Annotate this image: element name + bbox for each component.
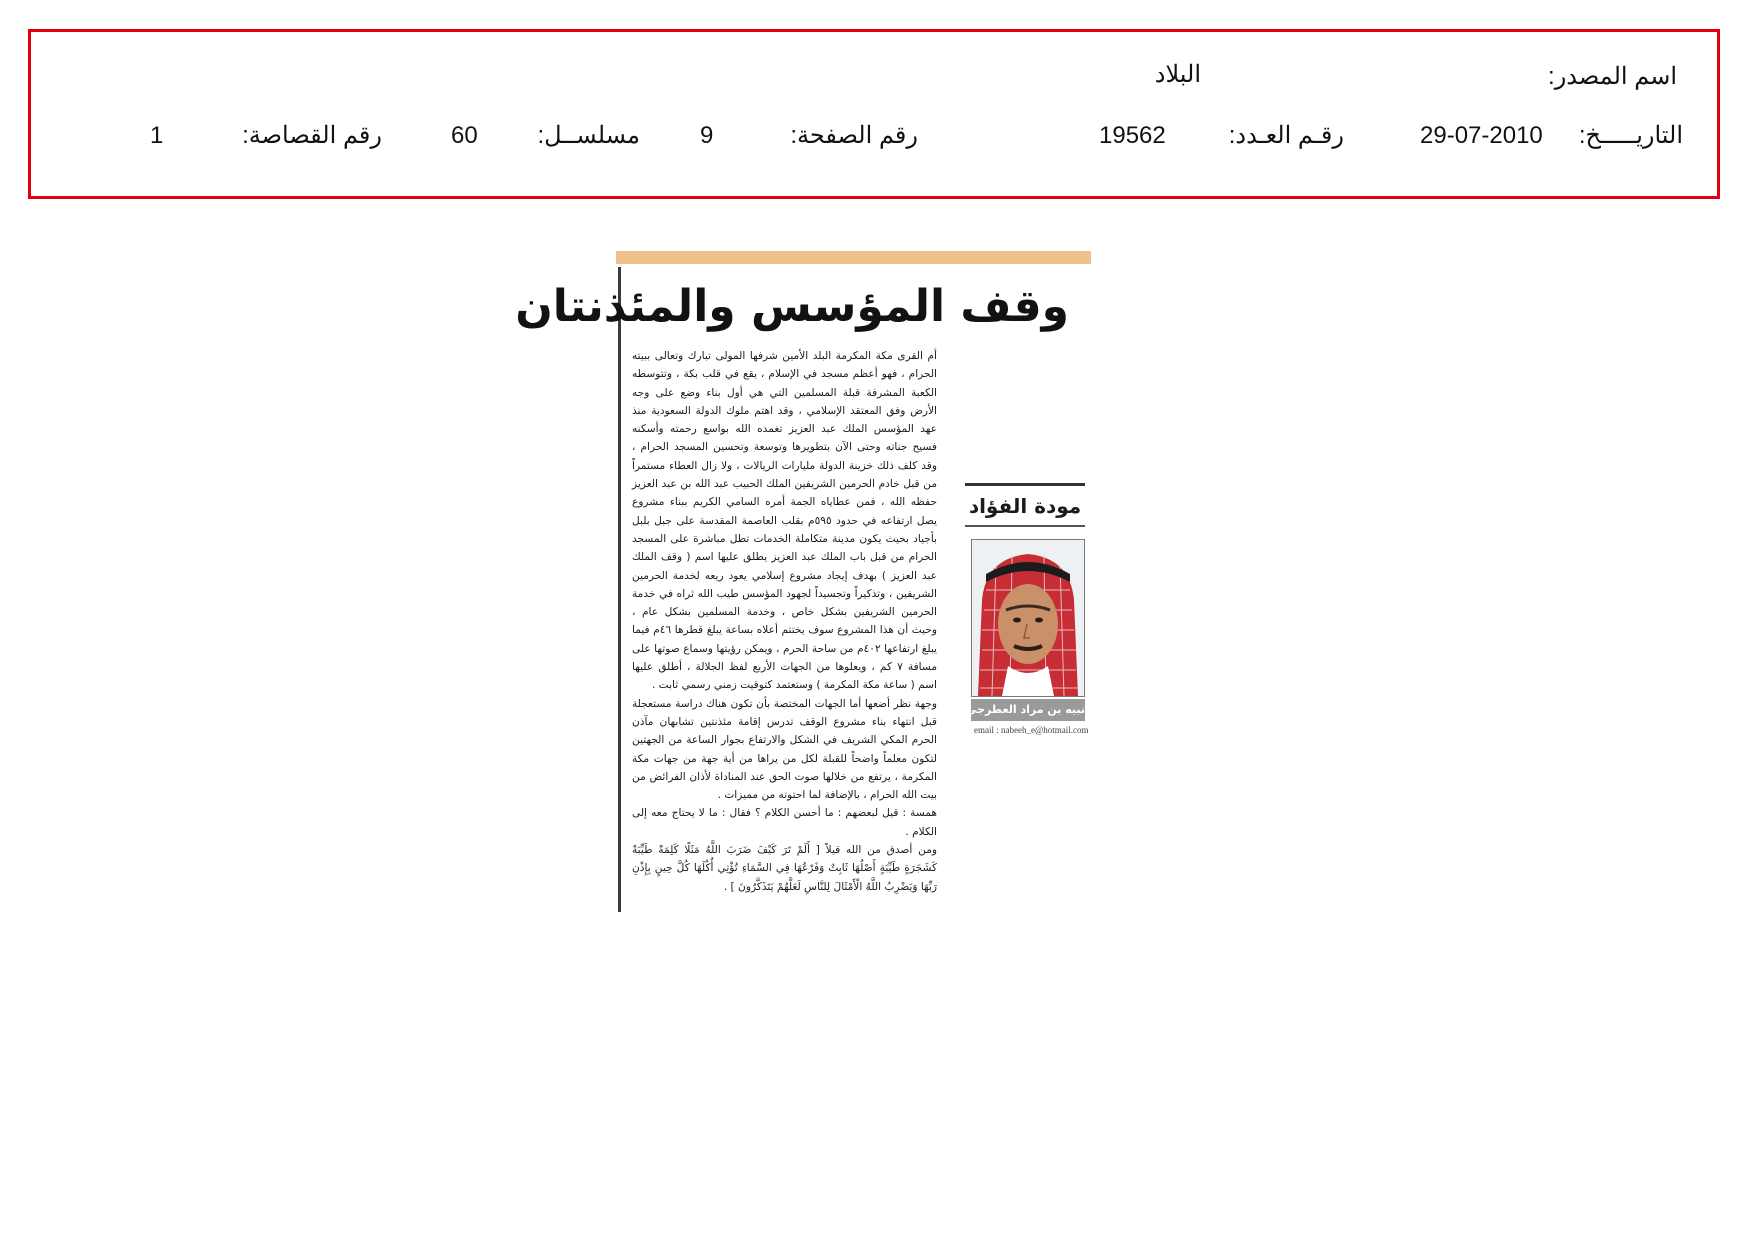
- author-photo: [971, 539, 1085, 697]
- article-paragraph: أم القرى مكة المكرمة البلد الأمين شرفها المولى تبارك وتعالى ببيته الحرام ، فهو أعظم مسجد في الإسلام ، يقع في قلب بكة ، وتتوسطه الكعبة المشرفة قبلة المسلمين التي هي أول بناء وضع على وجه الأرض وفق المعتقد الإسلامي ، وقد اهتم ملوك الدولة السعودية منذ عهد المؤسس الملك عبد العزيز تغمده الله بواسع رحمته وأسكنه فسيح جناته وحتى الآن بتطويرها وتوسعة وتحسين المسجد الحرام ، وقد كلف ذلك خزينة الدولة مليارات الريالات ، ولا زال العطاء مستمراً من قبل خادم الحرمين الشريفين الملك الحبيب عبد الله بن عبد العزيز حفظه الله ، فمن عطاياه الجمة أمره السامي الكريم ببناء مشروع يصل ارتفاعه في حدود ٥٩٥م بقلب العاصمة المقدسة على جبل بلبل بأجياد بحيث يكون مدينة متكاملة الخدمات تطل مباشرة على المسجد الحرام من قبل باب الملك عبد العزيز يطلق عليها اسم ( وقف الملك عبد العزيز ) بهدف إيجاد مشروع إسلامي يعود ريعه لخدمة الحرمين الشريفين ، وتذكيراً وتجسيداً لجهود المؤسس طيب الله ثراه في خدمة الحرمين الشريفين بشكل خاص ، وخدمة المسلمين بشكل عام ، وحيث أن هذا المشروع سوف يختتم أعلاه بساعة يبلغ قطرها ٤٦م فيما يبلغ ارتفاعها ٤٠٢م من ساحة الحرم ، ويمكن رؤيتها وسماع صوتها على مسافة ٧ كم ، ويعلوها من الجهات الأربع لفظ الجلالة ، أطلق عليها اسم ( ساعة مكة المكرمة ) وستعتمد كتوقيت زمني رسمي ثابت .: [632, 350, 937, 692]
- column-name-rule-bottom: [965, 525, 1085, 527]
- page-label: رقم الصفحة:: [790, 122, 918, 149]
- article-paragraph: وجهة نظر أضعها أما الجهات المختصة بأن تكون هناك دراسة مستعجلة قبل انتهاء بناء مشروع الوقف تدرس إقامة مئذنتين تشابهان مآذن الحرم المكي الشريف في الشكل والارتفاع بجوار الساعة من الجهتين لتكون معلماً واضحاً للقبلة لكل من يراها من أية جهة من جهات مكة المكرمة ، يرتفع من خلالها صوت الحق عند المناداة لأذان الفرائض من بيت الله الحرام ، بالإضافة لما احتوته من مميزات .: [632, 697, 937, 802]
- source-value: البلاد: [1154, 61, 1201, 88]
- serial-value: 60: [451, 122, 478, 149]
- quran-verse: ومن أصدق من الله قيلاً [ أَلَمْ تَرَ كَيْفَ ضَرَبَ اللَّهُ مَثَلًا كَلِمَةً طَيِّبَةً كَشَجَرَةٍ طَيِّبَةٍ أَصْلُهَا ثَابِتٌ وَفَرْعُهَا فِي السَّمَاءِ تُؤْتِي أُكُلَهَا كُلَّ حِينٍ بِإِذْنِ رَبِّهَا وَيَضْرِبُ اللَّهُ الْأَمْثَالَ لِلنَّاسِ لَعَلَّهُمْ يَتَذَكَّرُونَ ] .: [632, 844, 937, 893]
- issue-label: رقـم العـدد:: [1228, 122, 1344, 149]
- article-headline: وقف المؤسس والمئذنتان: [515, 281, 1069, 332]
- source-label: اسم المصدر:: [1548, 63, 1677, 90]
- clip-value: 1: [150, 122, 164, 149]
- column-name: مودة الفؤاد: [968, 494, 1082, 518]
- author-name-bar: نبيه بن مراد العطرجي: [971, 699, 1085, 721]
- clip-label: رقم القصاصة:: [242, 122, 382, 149]
- date-label: التاريـــــخ:: [1578, 122, 1683, 149]
- issue-value: 19562: [1099, 122, 1166, 149]
- newspaper-clipping: [515, 251, 1091, 924]
- column-rule: [618, 267, 621, 912]
- article-body: [632, 347, 937, 896]
- author-portrait-icon: [972, 540, 1084, 696]
- page-value: 9: [700, 122, 714, 149]
- author-email: email : nabeeh_e@hotmail.com: [974, 725, 1089, 735]
- date-value: 29-07-2010: [1420, 122, 1543, 149]
- serial-label: مسلســل:: [537, 122, 640, 149]
- clipping-metadata-box: [28, 29, 1720, 199]
- accent-band: [616, 251, 1091, 264]
- article-paragraph: همسة : قيل لبعضهم : ما أحسن الكلام ؟ فقال : ما لا يحتاج معه إلى الكلام .: [632, 807, 937, 838]
- column-name-rule-top: [965, 483, 1085, 486]
